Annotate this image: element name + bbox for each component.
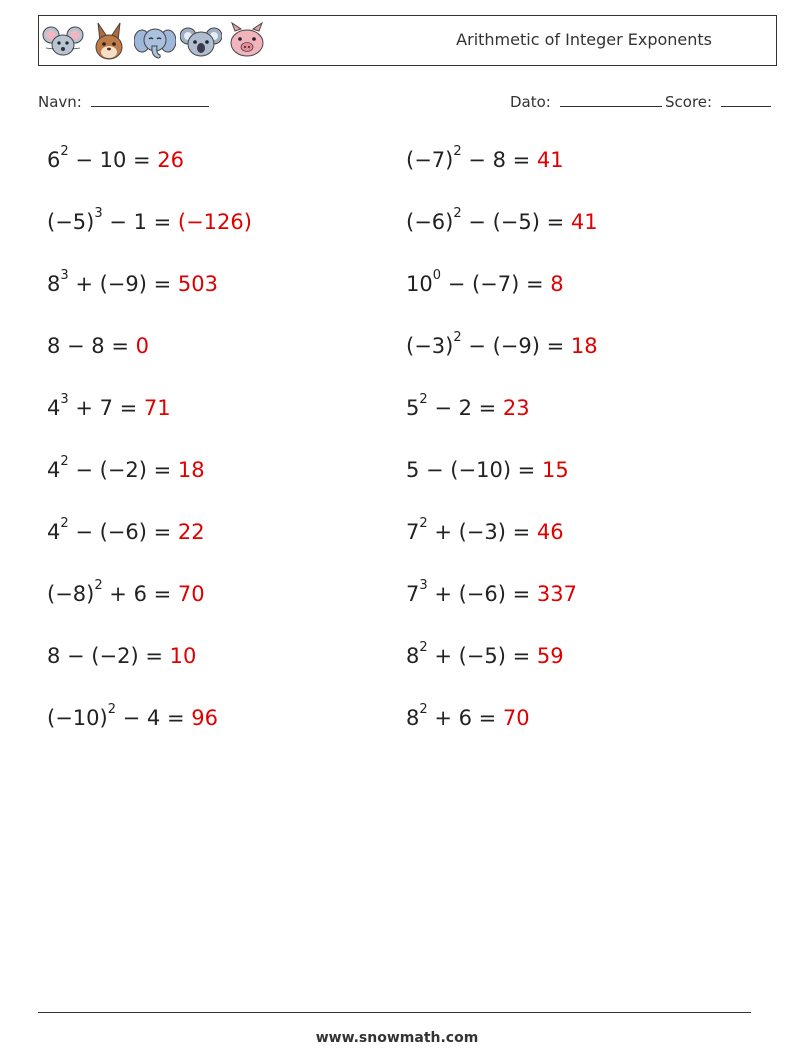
problem-item bbox=[406, 330, 598, 358]
problem-answer: 41 bbox=[536, 148, 564, 172]
problem-item bbox=[47, 516, 205, 544]
problem-base: (−10) bbox=[47, 706, 108, 730]
problem-base: 4 bbox=[47, 458, 61, 482]
problem-item bbox=[47, 578, 205, 606]
problem-base: 4 bbox=[47, 520, 61, 544]
footer-divider bbox=[38, 1012, 751, 1013]
problem-base: 5 − (−10) = bbox=[406, 458, 542, 482]
problem-base: (−6) bbox=[406, 210, 454, 234]
problem-answer: (−126) bbox=[177, 210, 252, 234]
problem-operation: − 4 = bbox=[115, 706, 192, 730]
problem-answer: 59 bbox=[536, 644, 564, 668]
problem-answer: 70 bbox=[502, 706, 530, 730]
problem-item bbox=[406, 458, 569, 482]
problem-answer: 337 bbox=[536, 582, 577, 606]
problem-operation: + 6 = bbox=[427, 706, 503, 730]
problem-base: 5 bbox=[406, 396, 420, 420]
problem-exponent: 3 bbox=[419, 578, 428, 593]
problem-item bbox=[406, 578, 577, 606]
problem-item bbox=[406, 392, 530, 420]
problem-operation: − 10 = bbox=[68, 148, 158, 172]
problem-answer: 70 bbox=[177, 582, 205, 606]
problem-exponent: 2 bbox=[94, 578, 103, 593]
problem-operation: + (−9) = bbox=[68, 272, 178, 296]
problem-exponent: 2 bbox=[107, 702, 116, 717]
problem-exponent: 2 bbox=[419, 702, 428, 717]
problem-answer: 46 bbox=[536, 520, 564, 544]
problem-operation: + (−3) = bbox=[427, 520, 537, 544]
score-label: Score: bbox=[665, 93, 713, 111]
problem-answer: 0 bbox=[135, 334, 149, 358]
problem-operation: + 6 = bbox=[102, 582, 178, 606]
problem-base: (−7) bbox=[406, 148, 454, 172]
problem-exponent: 2 bbox=[60, 454, 69, 469]
problem-answer: 503 bbox=[177, 272, 218, 296]
problem-answer: 18 bbox=[177, 458, 205, 482]
problem-item bbox=[47, 144, 185, 172]
problem-base: 8 bbox=[406, 644, 420, 668]
problem-answer: 23 bbox=[502, 396, 530, 420]
name-label: Navn: bbox=[38, 93, 82, 111]
problem-base: 8 bbox=[47, 272, 61, 296]
problem-exponent: 2 bbox=[453, 206, 462, 221]
problem-answer: 41 bbox=[570, 210, 598, 234]
problem-answer: 22 bbox=[177, 520, 205, 544]
problem-item bbox=[47, 702, 218, 730]
problem-answer: 71 bbox=[143, 396, 171, 420]
problem-base: (−5) bbox=[47, 210, 95, 234]
problem-operation: − (−7) = bbox=[441, 272, 551, 296]
problem-answer: 15 bbox=[541, 458, 569, 482]
problem-answer: 8 bbox=[550, 272, 564, 296]
problem-operation: − 1 = bbox=[102, 210, 178, 234]
problem-operation: − 8 = bbox=[461, 148, 537, 172]
problem-item bbox=[406, 206, 598, 234]
problem-base: (−8) bbox=[47, 582, 95, 606]
problem-exponent: 2 bbox=[419, 516, 428, 531]
problem-base: 8 − (−2) = bbox=[47, 644, 170, 668]
problem-item bbox=[406, 144, 564, 172]
problem-item bbox=[47, 206, 252, 234]
worksheet-title: Arithmetic of Integer Exponents bbox=[456, 30, 712, 49]
problem-base: 10 bbox=[406, 272, 433, 296]
problem-operation: + 7 = bbox=[68, 396, 144, 420]
problem-item bbox=[406, 268, 564, 296]
problem-answer: 96 bbox=[191, 706, 218, 730]
problem-exponent: 3 bbox=[60, 392, 69, 407]
problem-operation: − (−5) = bbox=[461, 210, 571, 234]
problem-base: 6 bbox=[47, 148, 61, 172]
problem-base: 8 bbox=[406, 706, 420, 730]
date-label: Dato: bbox=[510, 93, 551, 111]
problem-base: 7 bbox=[406, 582, 420, 606]
problem-answer: 18 bbox=[570, 334, 598, 358]
problem-base: 4 bbox=[47, 396, 61, 420]
problem-exponent: 3 bbox=[94, 206, 103, 221]
footer-url: www.snowmath.com bbox=[315, 1030, 479, 1046]
problem-base: 8 − 8 = bbox=[47, 334, 136, 358]
problem-operation: − (−9) = bbox=[461, 334, 571, 358]
problem-exponent: 2 bbox=[60, 144, 69, 159]
problem-item bbox=[47, 644, 196, 668]
problem-item bbox=[47, 334, 149, 358]
problem-exponent: 2 bbox=[419, 640, 428, 655]
problem-item bbox=[406, 702, 530, 730]
problem-item bbox=[47, 454, 205, 482]
problem-answer: 10 bbox=[169, 644, 197, 668]
problem-operation: + (−6) = bbox=[427, 582, 537, 606]
problem-exponent: 0 bbox=[432, 268, 442, 283]
problem-item bbox=[406, 640, 564, 668]
problem-exponent: 2 bbox=[419, 392, 428, 407]
problem-exponent: 3 bbox=[60, 268, 69, 283]
problem-exponent: 2 bbox=[453, 144, 462, 159]
problem-item bbox=[47, 392, 171, 420]
problem-answer: 26 bbox=[157, 148, 185, 172]
problem-operation: − (−2) = bbox=[68, 458, 178, 482]
problem-operation: + (−5) = bbox=[427, 644, 537, 668]
problem-operation: − (−6) = bbox=[68, 520, 178, 544]
problem-operation: − 2 = bbox=[427, 396, 503, 420]
problem-exponent: 2 bbox=[60, 516, 69, 531]
problem-item bbox=[47, 268, 218, 296]
problem-item bbox=[406, 516, 564, 544]
problem-exponent: 2 bbox=[453, 330, 462, 345]
problem-base: 7 bbox=[406, 520, 420, 544]
problem-base: (−3) bbox=[406, 334, 454, 358]
